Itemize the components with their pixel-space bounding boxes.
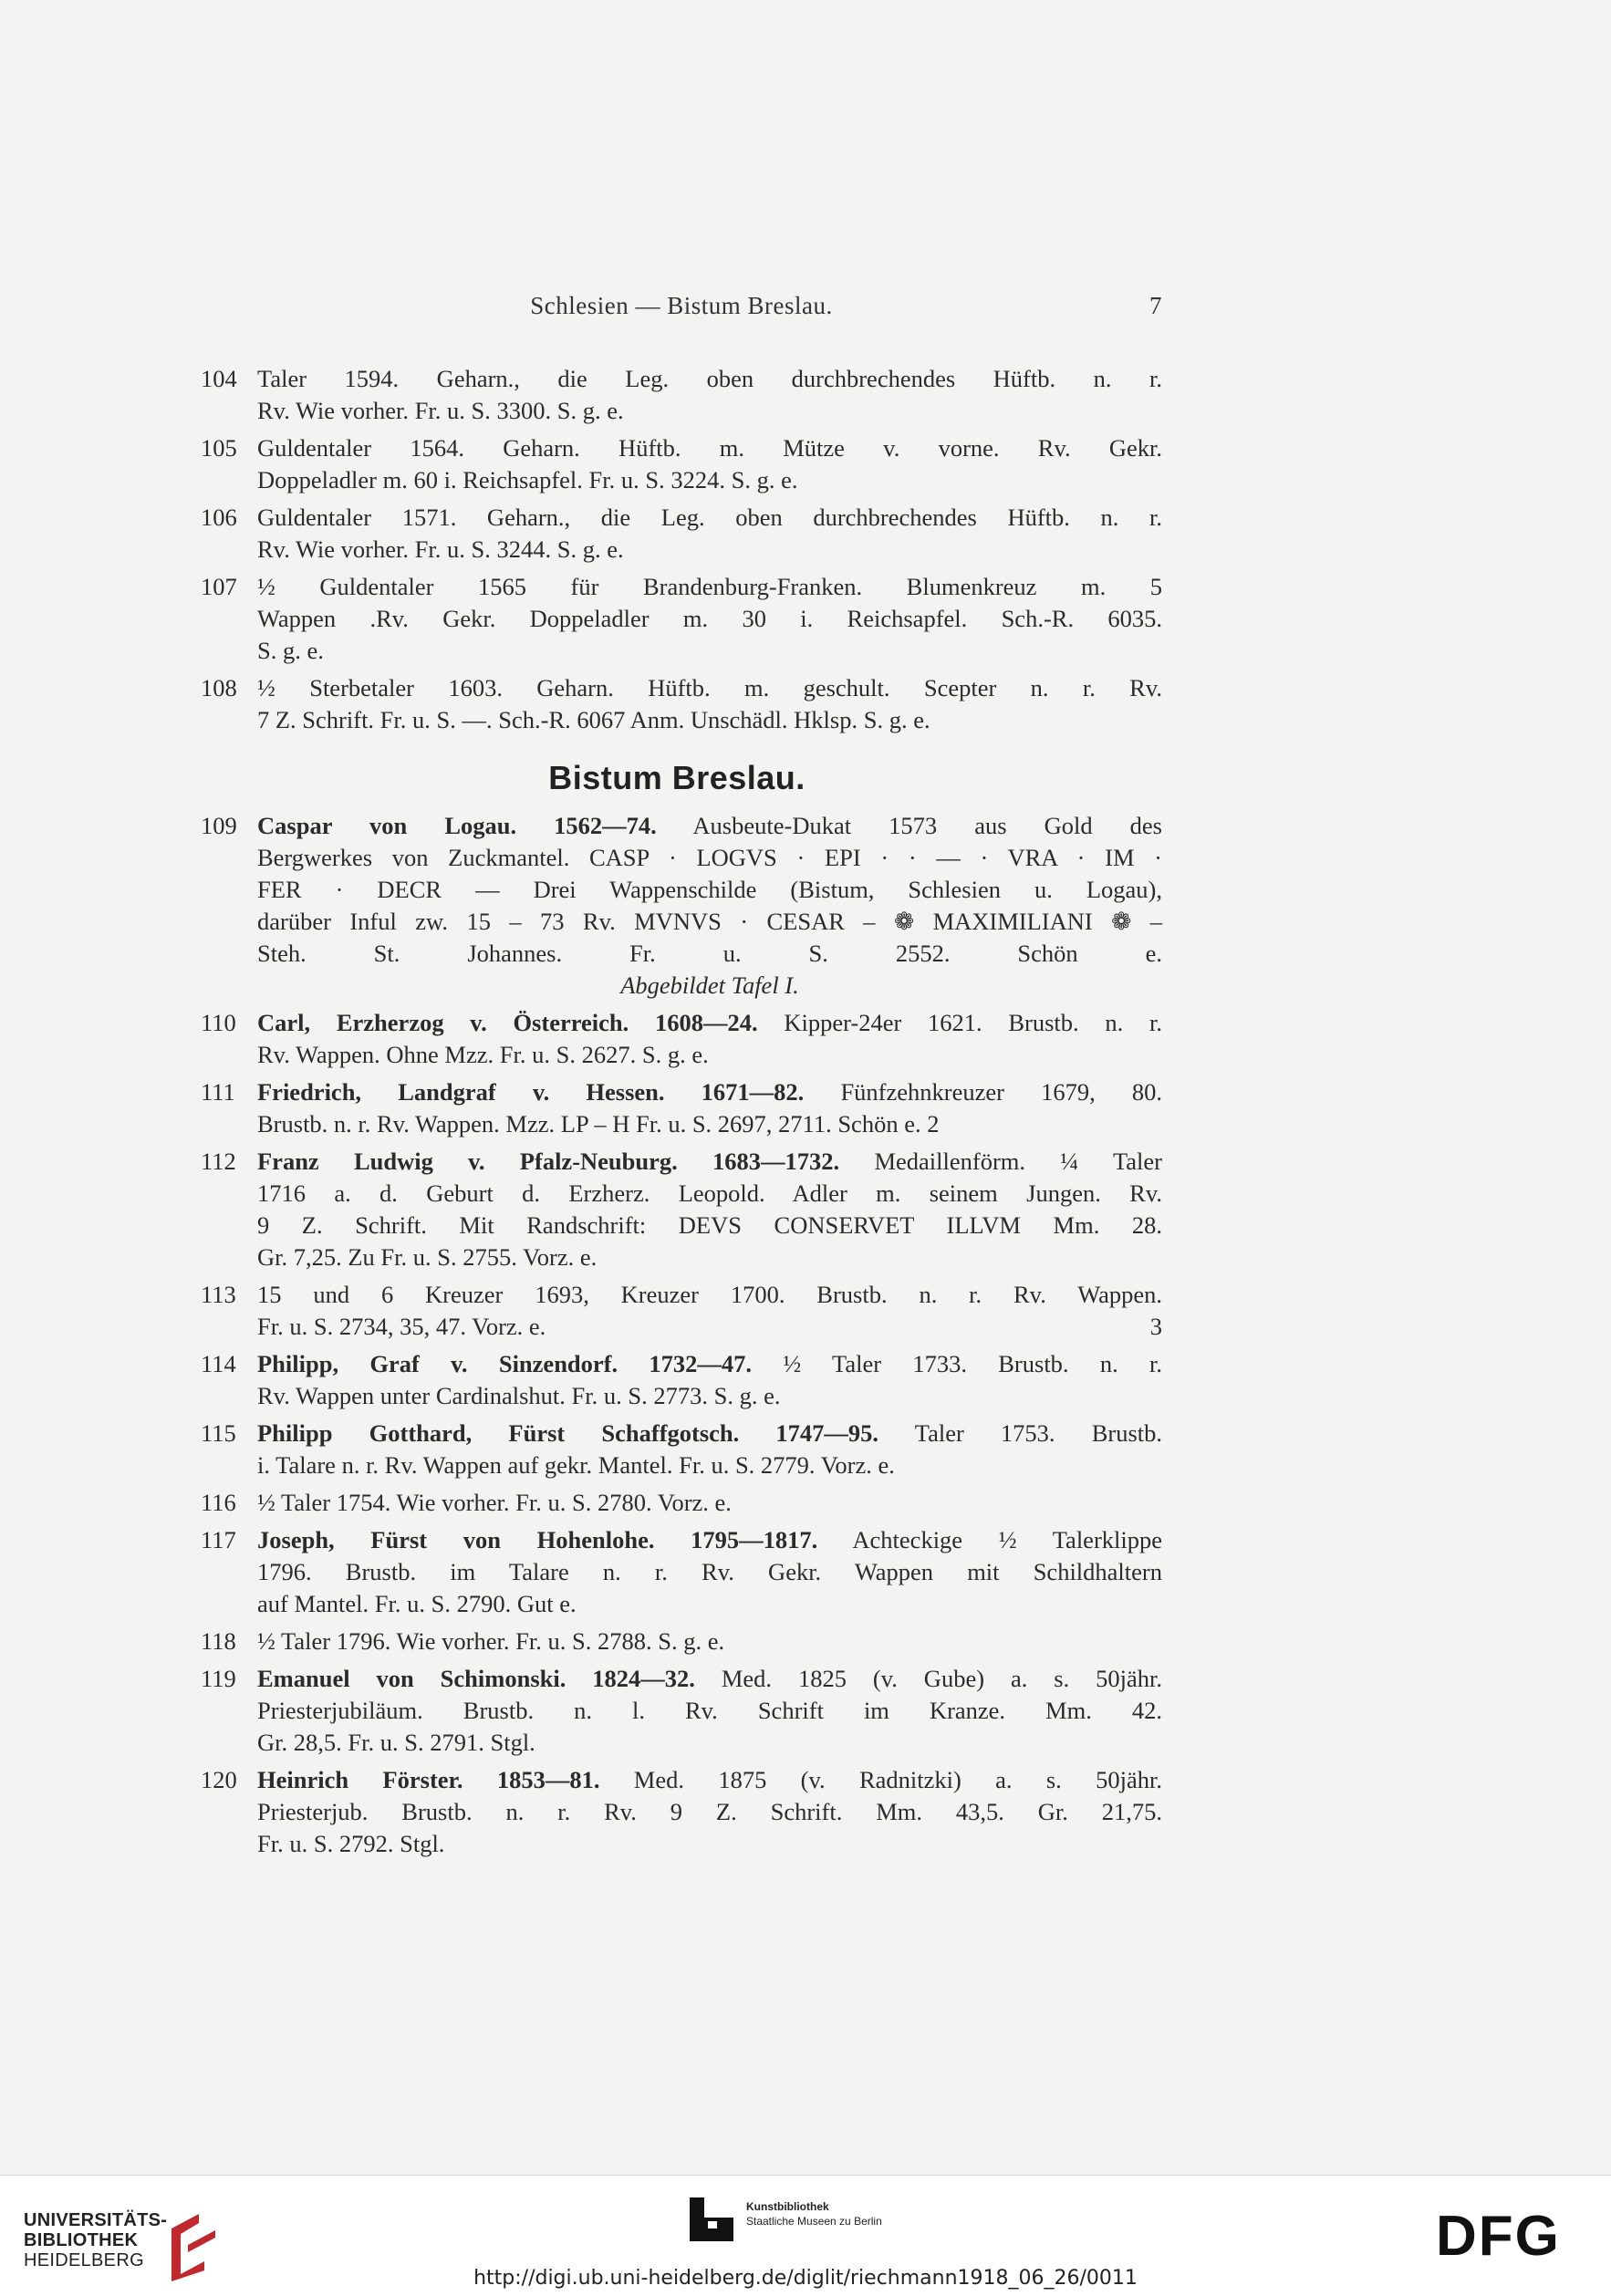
entry-text: Guldentaler 1571. Geharn., die Leg. oben durchbrechendes Hüftb. n. r. [257, 504, 1162, 531]
entry-line [257, 1524, 1162, 1556]
entry-number: 105 [201, 434, 237, 462]
entry-text: Rv. Wappen unter Cardinalshut. Fr. u. S. 2773. S. g. e. [257, 1382, 781, 1409]
catalog-entry [192, 1487, 1162, 1519]
entry-line [257, 1556, 1162, 1588]
entry-line [257, 874, 1162, 906]
entry-line [257, 970, 1162, 1002]
entry-line [257, 1588, 1162, 1620]
ub-line-1: UNIVERSITÄTS- [24, 2210, 168, 2230]
entry-text: Gr. 7,25. Zu Fr. u. S. 2755. Vorz. e. [257, 1243, 598, 1271]
entry-line [257, 1007, 1162, 1039]
entry-text: Priesterjubiläum. Brustb. n. l. Rv. Schrift im Kranze. Mm. 42. [257, 1697, 1162, 1724]
entry-text: Bergwerkes von Zuckmantel. CASP · LOGVS · EPI · · — · VRA · IM · [257, 844, 1162, 871]
entry-text: FER · DECR — Drei Wappenschilde (Bistum, Schlesien u. Logau), [257, 876, 1162, 903]
entry-line [257, 635, 1162, 667]
catalog-entry [192, 1076, 1162, 1140]
plate-reference: Abgebildet Tafel I. [620, 971, 799, 999]
ub-heidelberg-logo[interactable] [24, 2194, 234, 2276]
entry-line [257, 1311, 1162, 1343]
entry-text: darüber Inful zw. 15 – 73 Rv. MVNVS · CESAR – ❁ MAXIMILIANI ❁ – [257, 908, 1162, 935]
entry-text: Rv. Wie vorher. Fr. u. S. 3300. S. g. e. [257, 397, 624, 424]
entry-text: Taler 1753. Brustb. [878, 1419, 1162, 1447]
entry-number: 109 [201, 812, 237, 839]
entry-line [257, 1695, 1162, 1727]
entry-text: Medaillenförm. ¼ Taler [839, 1148, 1162, 1175]
entry-number: 117 [201, 1526, 236, 1553]
entry-line [257, 938, 1162, 970]
entry-number: 113 [201, 1281, 236, 1308]
entry-text: Ausbeute-Dukat 1573 aus Gold des [656, 812, 1162, 839]
entry-line [257, 1663, 1162, 1695]
entry-line [257, 1449, 1162, 1481]
entry-line [257, 1764, 1162, 1796]
entry-line [257, 1828, 1162, 1860]
entry-line [257, 1242, 1162, 1273]
catalog-entry [192, 1764, 1162, 1860]
entry-line [257, 842, 1162, 874]
entry-text: 1716 a. d. Geburt d. Erzherz. Leopold. Adler m. seinem Jungen. Rv. [257, 1179, 1162, 1207]
entry-text: Fr. u. S. 2734, 35, 47. Vorz. e. [257, 1313, 546, 1340]
entry-text: Kipper-24er 1621. Brustb. n. r. [757, 1009, 1162, 1036]
entry-line [257, 1626, 1162, 1657]
entry-text: ½ Sterbetaler 1603. Geharn. Hüftb. m. geschult. Scepter n. r. Rv. [257, 674, 1162, 701]
catalog-content [192, 363, 1162, 1865]
catalog-entry [192, 1279, 1162, 1343]
entry-text: Taler 1594. Geharn., die Leg. oben durchbrechendes Hüftb. n. r. [257, 365, 1162, 392]
entry-text: ½ Guldentaler 1565 für Brandenburg-Franken. Blumenkreuz m. 5 [257, 573, 1162, 600]
catalog-entry [192, 1626, 1162, 1657]
catalog-entry [192, 432, 1162, 496]
entry-text: ½ Taler 1733. Brustb. n. r. [752, 1350, 1162, 1377]
catalog-entry [192, 672, 1162, 736]
entry-text: Steh. St. Johannes. Fr. u. S. 2552. Schön e. [257, 940, 1162, 967]
entry-text: Brustb. n. r. Rv. Wappen. Mzz. LP – H Fr. u. S. 2697, 2711. Schön e. 2 [257, 1110, 940, 1138]
entry-ruler-name: Carl, Erzherzog v. Österreich. 1608—24. [257, 1009, 758, 1036]
entry-text: 7 Z. Schrift. Fr. u. S. —. Sch.-R. 6067 Anm. Unschädl. Hklsp. S. g. e. [257, 706, 930, 733]
catalog-entry [192, 1524, 1162, 1620]
entry-text: Guldentaler 1564. Geharn. Hüftb. m. Mütze v. vorne. Rv. Gekr. [257, 434, 1162, 462]
kunstbibliothek-emblem-icon [686, 2194, 737, 2245]
kb-subtitle: Staatliche Museen zu Berlin [746, 2215, 882, 2228]
entry-number: 120 [201, 1766, 237, 1793]
dfg-logo[interactable]: DFG [1436, 2205, 1561, 2268]
entry-line [257, 1108, 1162, 1140]
entry-number: 118 [201, 1627, 236, 1655]
entry-line [257, 603, 1162, 635]
entry-text: ½ Taler 1754. Wie vorher. Fr. u. S. 2780. Vorz. e. [257, 1489, 732, 1516]
entry-count: 3 [1149, 1313, 1162, 1340]
entry-text: S. g. e. [257, 637, 324, 664]
entry-line [257, 704, 1162, 736]
entry-ruler-name: Heinrich Förster. 1853—81. [257, 1766, 600, 1793]
entry-line [257, 363, 1162, 395]
entry-number: 107 [201, 573, 237, 600]
entry-line [257, 1210, 1162, 1242]
entry-number: 114 [201, 1350, 236, 1377]
entry-number: 111 [201, 1078, 235, 1106]
entry-line [257, 1418, 1162, 1449]
entry-text: Gr. 28,5. Fr. u. S. 2791. Stgl. [257, 1729, 535, 1756]
entry-number: 108 [201, 674, 237, 701]
entry-line [257, 672, 1162, 704]
entry-line [257, 1279, 1162, 1311]
entry-text: Wappen .Rv. Gekr. Doppeladler m. 30 i. Reichsapfel. Sch.-R. 6035. [257, 605, 1162, 632]
entry-number: 110 [201, 1009, 236, 1036]
permalink-url[interactable]: http://digi.ub.uni-heidelberg.de/diglit/riechmann1918_06_26/0011 [473, 2267, 1138, 2290]
catalog-entry [192, 1146, 1162, 1273]
catalog-entry [192, 363, 1162, 427]
entry-ruler-name: Caspar von Logau. 1562—74. [257, 812, 657, 839]
entry-ruler-name: Philipp Gotthard, Fürst Schaffgotsch. 1747—95. [257, 1419, 879, 1447]
entry-text: Priesterjub. Brustb. n. r. Rv. 9 Z. Schrift. Mm. 43,5. Gr. 21,75. [257, 1798, 1162, 1825]
entry-text: 15 und 6 Kreuzer 1693, Kreuzer 1700. Brustb. n. r. Rv. Wappen. [257, 1281, 1162, 1308]
entry-line [257, 906, 1162, 938]
entry-line [257, 1039, 1162, 1071]
entry-text: Rv. Wie vorher. Fr. u. S. 3244. S. g. e. [257, 535, 624, 563]
catalog-entry [192, 1663, 1162, 1759]
catalog-entry [192, 502, 1162, 566]
entry-text: auf Mantel. Fr. u. S. 2790. Gut e. [257, 1590, 577, 1617]
entry-number: 104 [201, 365, 237, 392]
entry-text: ½ Taler 1796. Wie vorher. Fr. u. S. 2788. S. g. e. [257, 1627, 725, 1655]
entry-line [257, 395, 1162, 427]
ub-line-2: BIBLIOTHEK [24, 2230, 139, 2250]
running-head-title: Schlesien — Bistum Breslau. [530, 292, 833, 319]
entry-number: 112 [201, 1148, 236, 1175]
entry-text: Med. 1825 (v. Gube) a. s. 50jähr. [694, 1665, 1162, 1692]
entry-text: Doppeladler m. 60 i. Reichsapfel. Fr. u. S. 3224. S. g. e. [257, 466, 798, 493]
entry-line [257, 1146, 1162, 1178]
entry-line [257, 571, 1162, 603]
entry-ruler-name: Joseph, Fürst von Hohenlohe. 1795—1817. [257, 1526, 818, 1553]
section-heading: Bistum Breslau. [548, 759, 806, 796]
entry-text: Fr. u. S. 2792. Stgl. [257, 1830, 445, 1857]
entry-line [257, 1348, 1162, 1380]
kb-name: Kunstbibliothek [746, 2200, 829, 2213]
catalog-entry [192, 1418, 1162, 1481]
entry-ruler-name: Franz Ludwig v. Pfalz-Neuburg. 1683—1732. [257, 1148, 840, 1175]
entry-number: 115 [201, 1419, 236, 1447]
ub-line-3: HEIDELBERG [24, 2250, 144, 2270]
entry-line [257, 1796, 1162, 1828]
entry-line [257, 1727, 1162, 1759]
entry-line [257, 534, 1162, 566]
entry-ruler-name: Friedrich, Landgraf v. Hessen. 1671—82. [257, 1078, 805, 1106]
entry-line [257, 1178, 1162, 1210]
entry-text: Fünfzehnkreuzer 1679, 80. [804, 1078, 1162, 1106]
entry-line [257, 1487, 1162, 1519]
catalog-entry [192, 571, 1162, 667]
entries-before [192, 363, 1162, 736]
entry-line [257, 502, 1162, 534]
entry-text: 9 Z. Schrift. Mit Randschrift: DEVS CONSERVET ILLVM Mm. 28. [257, 1211, 1162, 1239]
entry-text: 1796. Brustb. im Talare n. r. Rv. Gekr. Wappen mit Schildhaltern [257, 1558, 1162, 1585]
entries-after [192, 810, 1162, 1860]
entry-text: Rv. Wappen. Ohne Mzz. Fr. u. S. 2627. S. g. e. [257, 1041, 709, 1068]
entry-number: 119 [201, 1665, 236, 1692]
entry-text: i. Talare n. r. Rv. Wappen auf gekr. Mantel. Fr. u. S. 2779. Vorz. e. [257, 1451, 895, 1479]
entry-text: Achteckige ½ Talerklippe [817, 1526, 1163, 1553]
catalog-entry [192, 1348, 1162, 1412]
page-number: 7 [1149, 292, 1162, 319]
catalog-entry [192, 810, 1162, 1002]
entry-line [257, 1076, 1162, 1108]
footer-bar [0, 2175, 1611, 2296]
entry-line [257, 1380, 1162, 1412]
entry-text: Med. 1875 (v. Radnitzki) a. s. 50jähr. [599, 1766, 1163, 1793]
entry-number: 116 [201, 1489, 236, 1516]
entry-line [257, 432, 1162, 464]
entry-line [257, 464, 1162, 496]
catalog-entry [192, 1007, 1162, 1071]
entry-line [257, 810, 1162, 842]
entry-ruler-name: Emanuel von Schimonski. 1824—32. [257, 1665, 695, 1692]
entry-ruler-name: Philipp, Graf v. Sinzendorf. 1732—47. [257, 1350, 753, 1377]
entry-number: 106 [201, 504, 237, 531]
